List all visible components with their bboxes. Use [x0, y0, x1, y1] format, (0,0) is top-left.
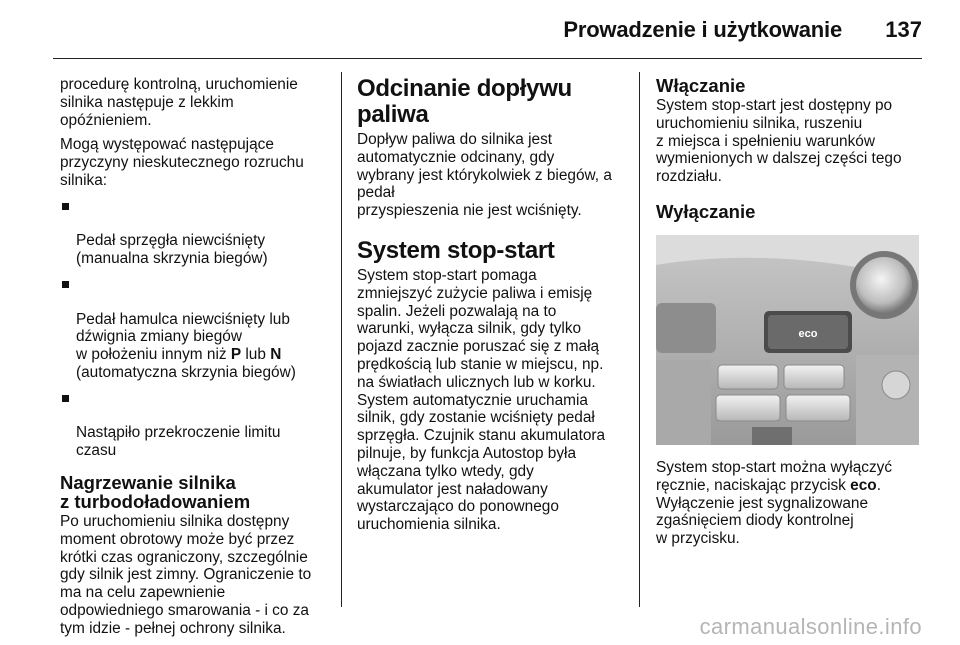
running-header-title: Prowadzenie i użytkowanie [563, 17, 842, 42]
list-item [60, 197, 335, 268]
bullet-square-icon [62, 203, 69, 210]
subheading-activation: Włączanie [656, 75, 746, 96]
page-header [0, 0, 960, 60]
causes-list [60, 197, 335, 460]
watermark: carmanualsonline.info [699, 614, 922, 639]
paragraph-fuel-cutoff: Dopływ paliwa do silnika jest automatycznie odcinany, gdy wybrany jest którykolwiek z biegów, a pedał przyspieszenia nie jest wciśnięty. [357, 131, 612, 220]
paragraph-turbo-warmup: Po uruchomieniu silnika dostępny moment obrotowy może być przez krótki czas ograniczony, szczególnie gdy silnik jest zimny. Ograniczenie to ma na celu zapewnienie odpowiedniego smarowania - i co za tym idzie - pełnej ochrony silnika. [60, 512, 312, 637]
paragraph-causes-intro: Mogą występować następujące przyczyny nieskutecznego rozruchu silnika: [60, 136, 304, 189]
column-1 [60, 76, 335, 645]
list-item-text: Pedał sprzęgła niewciśnięty (manualna skrzynia biegów) [76, 232, 268, 268]
paragraph-activation: System stop-start jest dostępny po uruchomieniu silnika, ruszeniu z miejsca i spełnieniu warunków wymienionych w dalszej części tego rozdziału. [656, 97, 902, 186]
list-item-text: Pedał hamulca niewciśnięty lub dźwignia zmiany biegów w położeniu innym niż [76, 310, 290, 364]
column-divider-1 [341, 72, 342, 607]
subheading-deactivation: Wyłączanie [656, 200, 756, 222]
paragraph-stop-start: System stop-start pomaga zmniejszyć zużycie paliwa i emisję spalin. Jeżeli pozwalają na to warunki, wyłącza silnik, gdy tylko pojazd zacznie poruszać się z małą prędkością lub stanie w miejscu, np. na światłach ulicznych lub w korku. System automatycznie uruchamia silnik, gdy zostanie wciśnięty pedał sprzęgła. Czujnik stanu akumulatora pilnuje, by funkcja Autostop była włączana tylko wtedy, gdy akumulator jest naładowany wystarczająco do ponownego uruchomienia silnika. [357, 266, 606, 534]
bullet-square-icon [62, 281, 69, 288]
eco-button-reference: eco [850, 476, 877, 494]
column-2 [357, 76, 629, 541]
page-number: 137 [885, 17, 922, 42]
paragraph-deactivation: System stop-start można wyłączyć ręcznie, naciskając przycisk eco. Wyłączenie jest sygnalizowane zgaśnięciem diody kontrolnej w przycisku. [656, 458, 893, 548]
bullet-square-icon [62, 395, 69, 402]
eco-button-photo [656, 235, 919, 445]
eco-button-label: eco [798, 327, 818, 340]
gear-position-p: P [230, 346, 242, 364]
gear-position-n: N [270, 346, 282, 364]
list-item-text: (automatyczna skrzynia biegów) [76, 363, 296, 381]
list-item [60, 389, 335, 460]
header-divider [53, 58, 922, 59]
column-divider-2 [639, 72, 640, 607]
section-heading-fuel-cutoff: Odcinanie dopływu paliwa [357, 75, 572, 128]
paragraph-continuation: procedurę kontrolną, uruchomienie silnika następuje z lekkim opóźnieniem. [60, 76, 298, 129]
column-3 [656, 76, 922, 555]
section-heading-turbo-warmup: Nagrzewanie silnika z turbodoładowaniem [60, 471, 251, 512]
list-item-text: lub [241, 346, 271, 364]
list-item [60, 275, 335, 382]
list-item-text: Nastąpiło przekroczenie limitu czasu [76, 424, 281, 460]
section-heading-stop-start: System stop-start [357, 236, 555, 264]
